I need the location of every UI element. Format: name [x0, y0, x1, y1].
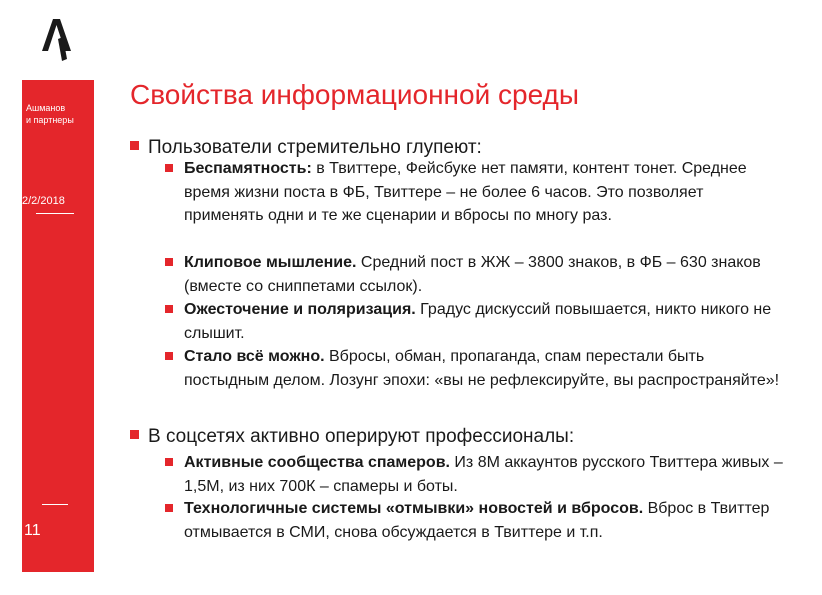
- bullet-square-icon: [165, 258, 173, 266]
- item-bold: Ожесточение и поляризация.: [184, 301, 416, 318]
- item-text: в Твиттере, Фейсбуке нет памяти, контент тонет. Среднее время жизни поста в ФБ, Твиттере – не более 6 часов. Это позволяет применять одни и те же сценарии и вбросы по многу раз.: [184, 160, 747, 224]
- item-bold: Стало всё можно.: [184, 348, 325, 365]
- bullet-square-icon: [165, 305, 173, 313]
- bullet-item: [165, 157, 785, 228]
- bullet-item: [165, 451, 785, 498]
- item-bold: Технологичные системы «отмывки» новостей и вбросов.: [184, 500, 644, 517]
- bullet-square-icon: [130, 141, 139, 150]
- slide-title: Свойства информационной среды: [130, 79, 579, 110]
- item-bold: Активные сообщества спамеров.: [184, 454, 450, 471]
- logo-icon: [40, 17, 74, 65]
- bullet-item: [165, 298, 785, 345]
- section-heading: В соцсетях активно оперируют профессионалы:: [148, 426, 575, 447]
- bullet-square-icon: [165, 504, 173, 512]
- slide-date: 2/2/2018: [22, 195, 65, 207]
- divider: [36, 213, 74, 214]
- bullet-square-icon: [165, 458, 173, 466]
- bullet-square-icon: [165, 164, 173, 172]
- brand-line-2: и партнеры: [26, 115, 74, 125]
- item-text: Вбросы, обман, пропаганда, спам перестали быть постыдным делом. Лозунг эпохи: «вы не рефлексируйте, вы распространяйте»!: [184, 348, 780, 389]
- item-bold: Беспамятность:: [184, 160, 312, 177]
- page-number: 11: [24, 522, 41, 539]
- item-text: Средний пост в ЖЖ – 3800 знаков, в ФБ – 630 знаков (вместе со сниппетами ссылок).: [184, 254, 761, 295]
- bullet-square-icon: [165, 352, 173, 360]
- bullet-square-icon: [130, 430, 139, 439]
- bullet-item: [165, 345, 785, 392]
- brand-name: [26, 102, 94, 126]
- brand-line-1: Ашманов: [26, 103, 66, 113]
- divider: [42, 504, 68, 505]
- sidebar-panel: [22, 80, 94, 572]
- item-bold: Клиповое мышление.: [184, 254, 357, 271]
- item-text: Градус дискуссий повышается, никто никого не слышит.: [184, 301, 772, 342]
- item-text: Вброс в Твиттер отмывается в СМИ, снова обсуждается в Твиттере и т.п.: [184, 500, 770, 541]
- section-heading: Пользователи стремительно глупеют:: [148, 137, 482, 158]
- bullet-item: [165, 251, 785, 298]
- item-text: Из 8М аккаунтов русского Твиттера живых – 1,5М, из них 700К – спамеры и боты.: [184, 454, 783, 495]
- bullet-item: [165, 497, 785, 544]
